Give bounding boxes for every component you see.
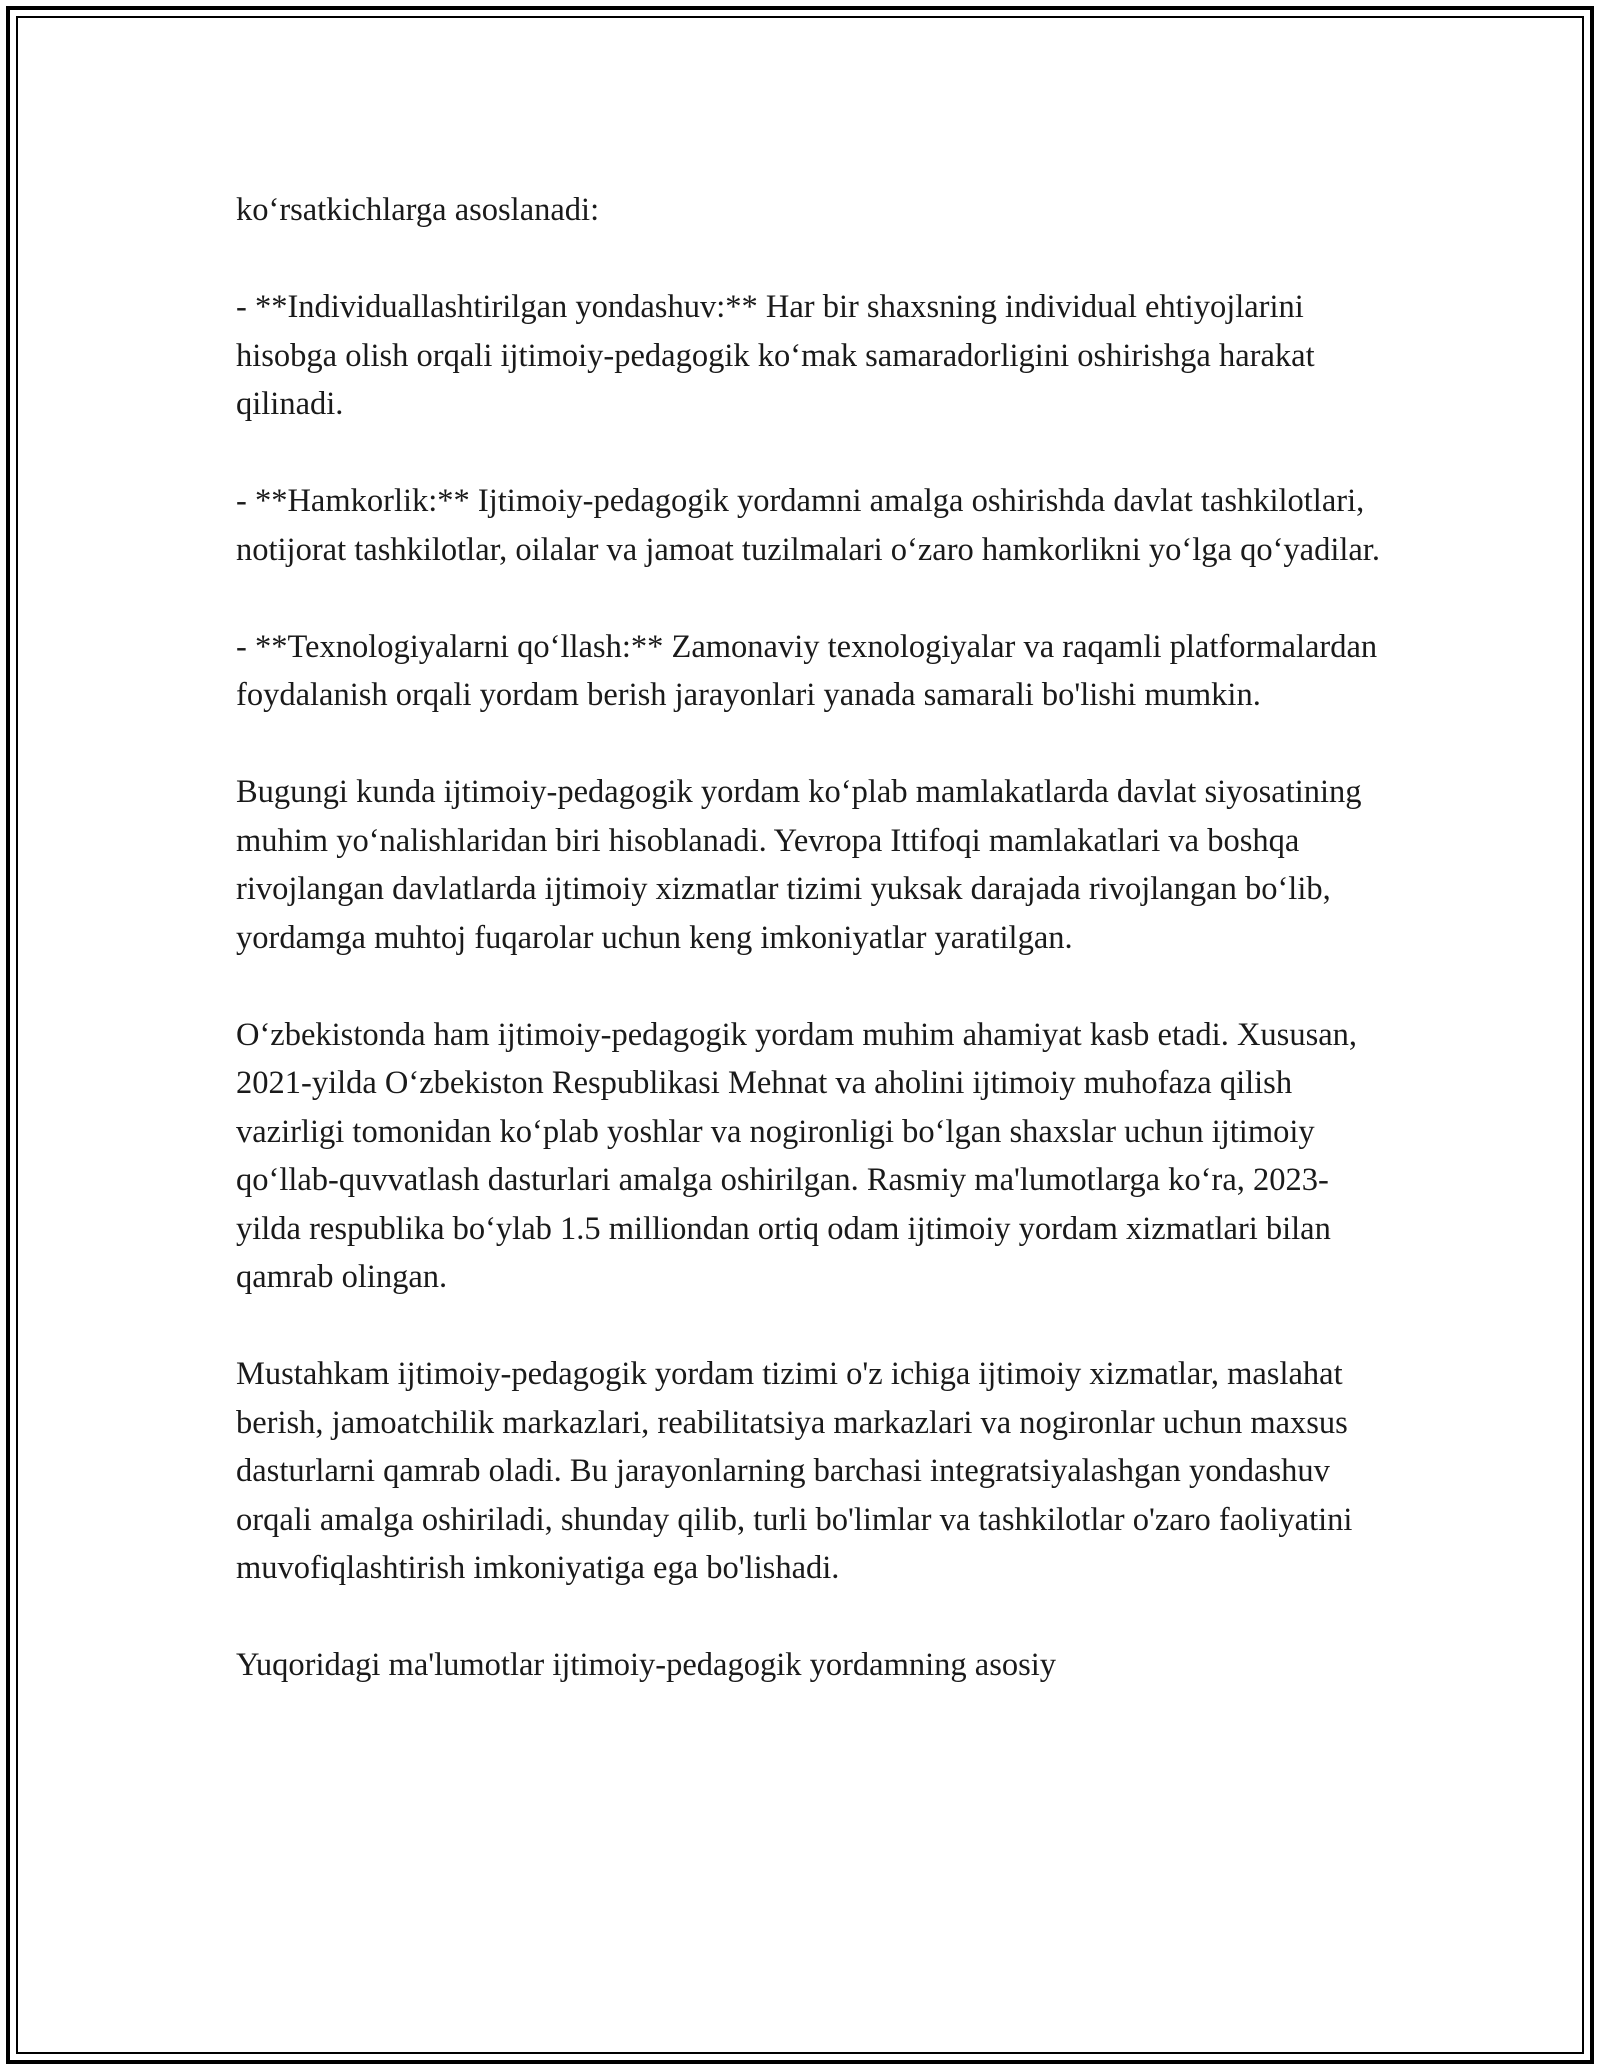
paragraph-uzbekistan: O‘zbekistonda ham ijtimoiy-pedagogik yordam muhim ahamiyat kasb etadi. Xususan, 2021-yilda O‘zbekiston Respublikasi Mehnat va aholini ijtimoiy muhofaza qilish vazirligi tomonidan ko‘plab yoshlar va nogironligi bo‘lgan shaxslar uchun ijtimoiy qo‘llab-quvvatlash dasturlari amalga oshirilgan. Rasmiy ma'lumotlarga ko‘ra, 2023-yilda respublika bo‘ylab 1.5 milliondan ortiq odam ijtimoiy yordam xizmatlari bilan qamrab olingan. [236, 1016, 1358, 1295]
paragraph-international: Bugungi kunda ijtimoiy-pedagogik yordam ko‘plab mamlakatlarda davlat siyosatining muhim yo‘nalishlaridan biri hisoblanadi. Yevropa Ittifoqi mamlakatlari va boshqa rivojlangan davlatlarda ijtimoiy xizmatlar tizimi yuksak darajada rivojlangan bo‘lib, yordamga muhtoj fuqarolar uchun keng imkoniyatlar yaratilgan. [236, 774, 1362, 956]
paragraph-intro-fragment: ko‘rsatkichlarga asoslanadi: [236, 192, 600, 228]
paragraph-technology: - **Texnologiyalarni qo‘llash:** Zamonaviy texnologiyalar va raqamli platformalardan foydalanish orqali yordam berish jarayonlari yanada samarali bo'lishi mumkin. [236, 628, 1378, 713]
paragraph-individual-approach: - **Individuallashtirilgan yondashuv:** Har bir shaxsning individual ehtiyojlarini hisobga olish orqali ijtimoiy-pedagogik ko‘mak samaradorligini oshirishga harakat qilinadi. [236, 289, 1315, 422]
paragraph-conclusion-fragment: Yuqoridagi ma'lumotlar ijtimoiy-pedagogik yordamning asosiy [236, 1647, 1057, 1683]
document-body [236, 186, 1386, 1690]
paragraph-cooperation: - **Hamkorlik:** Ijtimoiy-pedagogik yordamni amalga oshirishda davlat tashkilotlari, notijorat tashkilotlar, oilalar va jamoat tuzilmalari o‘zaro hamkorlikni yo‘lga qo‘yadilar. [236, 483, 1380, 568]
paragraph-support-system: Mustahkam ijtimoiy-pedagogik yordam tizimi o'z ichiga ijtimoiy xizmatlar, maslahat berish, jamoatchilik markazlari, reabilitatsiya markazlari va nogironlar uchun maxsus dasturlarni qamrab oladi. Bu jarayonlarning barchasi integratsiyalashgan yondashuv orqali amalga oshiriladi, shunday qilib, turli bo'limlar va tashkilotlar o'zaro faoliyatini muvofiqlashtirish imkoniyatiga ega bo'lishadi. [236, 1356, 1353, 1586]
